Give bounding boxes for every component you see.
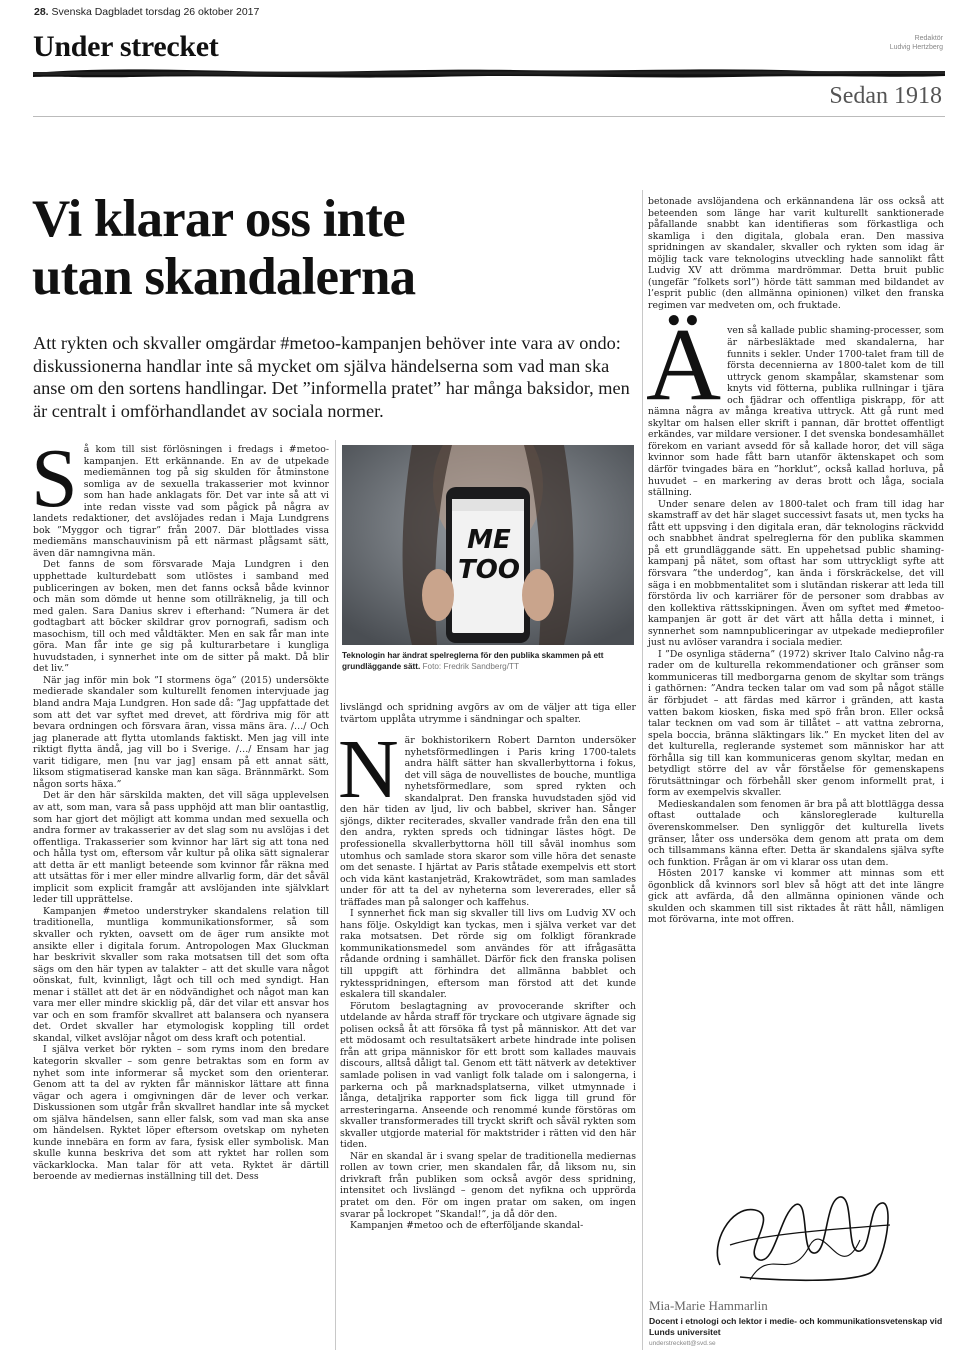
body-paragraph: Förutom beslagtagning av provocerande skrifter och utdelande av hårda straff för tryckare och utgivare ägnade sig polisen också åt att försöka få tyst på människor. Att det var ett mödosamt och resultatsäkert arbete hindrade inte polisen från att gripa människor för ett brott som kallades mauvais discours, alltså dåligt tal. Genom ett tätt nätverk av detektiver samlade polisen in vad vanligt folk talade om i salongerna, i parkerna och på marknadsplatserna, vilket utmynnade i långa, detaljrika rapporter som fick ligga till grund för arresteringarna. Anseende och renommé kunde förstöras om skvaller transformerades till tryckt skrift och såväl rykten som skvaller utgjorde material för maktstrider i rätten vid den här tiden. <box>340 1000 636 1151</box>
body-paragraph: Det är den här särskilda makten, det vill säga upplevelsen av att, som man, vara så pass upphöjd att man blir oantastlig, som har gjort det möjligt att komma undan med sexuella och andra former av trakasserier av det slag som nu avslöjas i det offentliga. Trakasserier som kvinnor har lärt sig att tona ned och hålla tyst om, eftersom vår kultur på olika sätt signalerar att detta är ett manligt beteende som kvinnor får räkna med att utsättas för i mer eller mindre allvarlig form, där det såväl implicit som explicit framgår att avslöjanden inte självklart leder till upprättelse. <box>33 790 329 906</box>
headline-line-1: Vi klarar oss inte <box>32 190 405 248</box>
body-paragraph: I ”De osynliga städerna” (1972) skriver Italo Calvino någ-ra rader om de kulturella rekommendationer och gränser som kommuniceras till medborgarna genom de skyltar som trängs i gathörnen: ”Andra tecken talar om vad som på något ställe är förbjudet – att färdas med kärror i gränden, att kasta vatten bakom kiosken, fiska med spö från bron. Eller också talar tecknen om vad som är tillåtet – att vattna zebrorna, spela boccia, bränna släktingars lik.” En mycket liten del av det kulturella, reglerande systemet som människor har att förhålla sig till kan kommuniceras genom skyltar, medan en betydligt större del av vår förståelse för gemenskapens förutsättningar och förbehåll sker genom informellt prat, i form av exempelvis skvaller. <box>648 648 944 799</box>
article-lead: Att rykten och skvaller omgärdar #metoo-kampanjen behöver inte vara av ondo: diskussionerna handlar inte så mycket om själva händelserna som vad man ska anse om den sortens handlingar. Det ”informella pratet” har många baksidor, men är centralt i omförhandlandet av sociala normer. <box>33 333 630 421</box>
body-paragraph: Även så kallade public shaming-processer, som är närbesläktade med skandalerna, har funnits i sekler. Under 1700-talet fram till de första decennierna av 1800-talet kom de till uttryck genom skampålar, skamstenar som knyts vid fötterna, publika rullningar i tjära och fjädrar och offentliga piskrapp, för att nämna några av många kreativa uttryck. Att gå runt med skyltar om halsen eller skrift i pannan, där brottet offentligt erkändes, var mildare versioner. I det svenska bondesamhället förekom en variant avsedd för så kallade horor, det vill säga kvinnor som hade fått barn utanför äktenskapet och som därför tvingades bära en ”horklut”, också kallad horluva, på huvudet – en markering av deras brott och låga, sociala ställning. <box>646 307 944 499</box>
author-name: Mia-Marie Hammarlin <box>649 1298 768 1313</box>
body-paragraph: Medieskandalen som fenomen är bra på att blottlägga dessa oftast outtalade och känsloreglerade kulturella överenskommelser. Den synliggör det kulturella livets gränser, låter oss undersöka dem genom att prata om dem och tillsammans känna efter. Detta är skandalens själva syfte och funktion. Frågan är om vi klarar oss utan dem. <box>648 798 944 868</box>
author-signature <box>700 1185 900 1295</box>
header-rule <box>33 116 945 117</box>
phone-text-too: TOO <box>458 555 520 585</box>
brush-stroke-divider <box>33 66 945 80</box>
body-paragraph: livslängd och spridning avgörs av om de väljer att tiga eller tvärtom upplåta utrymme i sändningar och spalter. <box>340 702 636 725</box>
page-number: 28. <box>34 6 49 18</box>
body-paragraph: betonade avslöjandena och erkännandena lär oss också att beteenden som länge har varit kulturellt sanktionerade påfallande snabbt kan identifieras som förkastliga och skamliga i den digitala, globala eran. Den massiva spridningen av skandaler, skvaller och rykten som idag är möjlig tack vare teknologins utveckling hade sannolikt fått Ludvig XV att drömma mardrömmar. Detta bruit public (ungefär ”folkets sorl”) hörde tätt samman med bildandet av l’esprit public (den allmänna opinionen) vilket den franska regimen var medveten om, och fruktade. <box>648 196 944 311</box>
column-rule <box>335 440 336 1350</box>
column-rule <box>642 190 643 1350</box>
drop-cap: Ä <box>646 307 722 423</box>
page-folio <box>34 6 259 18</box>
photo-caption <box>342 650 637 672</box>
since-tagline: Sedan 1918 <box>829 83 942 109</box>
editor-credit <box>890 34 943 52</box>
body-column-1 <box>31 432 329 1183</box>
caption-text: Teknologin har ändrat spelreglerna för den publika skammen på ett grundläggande sätt. <box>342 651 604 671</box>
body-paragraph: När en skandal är i svang spelar de traditionella mediernas rollen av town crier, men skandalen får, då liksom nu, sin drivkraft från publiken som också avgör dess spridning, intensitet och livslängd – genom det nyfikna och upprörda pratet om den. För om ingen pratar om saken, om ingen svarar på lockropet ”Skandal!”, ja då dör den. <box>340 1150 636 1220</box>
section-title: Under strecket <box>33 30 219 63</box>
metoo-phone-photo <box>342 445 634 645</box>
phone-text-me: ME <box>467 525 511 555</box>
body-column-2 <box>340 702 636 1232</box>
body-paragraph: När bokhistorikern Robert Darnton undersöker nyhetsförmedlingen i Paris kring 1700-talets andra hälft sätter han skvallerbyttorna i fokus, det vill säga de nouvellistes de bouche, muntliga nyhetsförmedlare, som spred rykten och skandalprat. Den franska huvudstaden sjöd vid den här tiden av ljud, liv och babbel, skriver han. Sånger sjöngs, dikter reciterades, skvaller vandrade från den ena till den andra, rykten spreds och tidningar lästes högt. De professionella skvallerbyttorna höll till såväl inomhus som utomhus och samlade stora skaror som ville höra det senaste om det senaste. I hjärtat av Paris ståtade exempelvis ett stort och vida känt kastanjeträd, Krakowträdet, som man samlades under för att ta del av nyheterna som levererades, eller så träffades man på salonger och kaffehus. <box>338 723 636 908</box>
drop-cap: S <box>31 432 78 525</box>
contact-email: understreckett@svd.se <box>649 1340 716 1347</box>
body-paragraph: Kampanjen #metoo understryker skandalens relation till traditionella, muntliga kommunikationsformer, så som skvaller och rykten, oavsett om de äger rum ansikte mot ansikte eller i digitala forum. Antropologen Max Gluckman har beskrivit skvaller som raka motsatsen till det som ofta sägs om den här typen av talakter – att det skulle vara något oönskat, fult, kvinnligt, lågt och till och med syndigt. Han menar i stället att det är en nödvändighet och något man kan vara mer eller mindre skicklig på, där det vilar ett ansvar hos var och en som framför skvallret att balansera och nyansera det. Ordet skvaller har etymologisk koppling till ordet skandal, vilket avslöjar något om dess kraft och potential. <box>33 905 329 1044</box>
body-paragraph: I själva verket bör rykten – som ryms inom den bredare kategorin skvaller – som genre betraktas som en form av nyhet som inte informerar så mycket som den orienterar. Genom att ta del av rykten får människor lättare att finna vägar och agera i omgivningen där de lever och verkar. Diskussionen som utgår från skvallret handlar inte så mycket om själva händelsen, sann eller falsk, som vad man ska anse om händelsen. Ryktet löper eftersom ovetskap om nyheten kunde innebära en form av fara, fysisk eller symbolisk. Man skulle kunna beskriva det som att ryktet har rollen som väckarklocka. Man talar för att veta. Ryktet är därtill beroende av mediernas inställning till det. Dess <box>33 1044 329 1183</box>
body-paragraph: Hösten 2017 kanske vi kommer att minnas som ett ögonblick då kvinnors sorl blev så högt att det inte längre gick att avfärda, då den allmänna opinionen vände och skulden och skammen till sist riktades åt rätt håll, nämligen mot förövarna, inte mot offren. <box>648 868 944 926</box>
body-paragraph: Så kom till sist förlösningen i fredags i #metoo-kampanjen. Ett erkännande. En av de utpekade mediemännen tog på sig skulden för åtminstone somliga av de sexuella trakasserier mot kvinnor som han hade anklagats för. Det var inte så att vi inte redan visste vad som pågick på några av landets redaktioner, det avslöjades redan i Maja Lundgrens bok ”Myggor och tigrar” från 2007. Där blottlades vissa mediemäns manschauvinism på ett närmast plågsamt sätt, även där namngivna män. <box>31 432 329 559</box>
drop-cap: N <box>338 723 399 817</box>
paper-date: Svenska Dagbladet torsdag 26 oktober 2017 <box>51 6 260 18</box>
body-paragraph: Kampanjen #metoo och de efterföljande skandal- <box>350 1220 584 1232</box>
photo-credit: Foto: Fredrik Sandberg/TT <box>422 662 519 671</box>
author-bio: Docent i etnologi och lektor i medie- och kommunikationsvetenskap vid Lunds universitet <box>649 1316 943 1337</box>
article-headline <box>32 190 622 306</box>
body-paragraph: Under senare delen av 1800-talet och fram till idag har skamstraff av det här slaget successivt fasats ut, men tycks ha fått ett uppsving i den digitala eran, där teknologins räckvidd och snabbhet ändrat spelreglerna för den publika skammen på ett grundläggande sätt. En uppehetsad public shaming-kampanj på nätet, som oftast har som uttryckligt syfte att försvara ”the underdog”, kan ända i förskräckelse, det vill säga i en mobbmentalitet som i slutändan riskerar att leda till förstörda liv och karriärer för de personer som drabbas av den kollektiva rättsskipningen. Även om syftet med #metoo-kampanjen är gott är det värt att hålla detta i minnet, i synnerhet som namnpubliceringar av utpekade medieprofiler just nu avlöser varandra i sociala medier. <box>648 498 944 649</box>
body-column-3 <box>648 196 944 926</box>
body-paragraph: När jag inför min bok ”I stormens öga” (2015) undersökte medierade skandaler som kulturellt fenomen intervjuade jag bland andra Maja Lundgren. Hon sade då: ”Jag uppfattade det som att det var syftet med drevet, att fördriva mig för att bevara ordningen och försvara äran, vissa mäns ära. /…/ Och jag planerade att flytta utomlands faktiskt. Men jag vill inte riktigt flytta ändå, jag vill bo i Sverige. /…/ Ensam har jag varit tidigare, men [nu var jag] ensam på ett annat sätt, liksom stigmatiserad kanske man kan säga. Brännmärkt. Som någon sorts häxa.” <box>33 674 329 790</box>
headline-line-2: utan skandalerna <box>32 248 416 306</box>
body-paragraph: I synnerhet fick man sig skvaller till livs om Ludvig XV och hans följe. Oskyldigt kan tyckas, men i själva verket var det raka motsatsen. Det rörde sig om folkligt förankrade kommunikationsmedel som användes för att ifrågasätta rådande ordning i samhället. Därför fick den franska polisen till uppgift att förhindra det allmänna babblet och ryktesspridningen, eftersom man förstod att det kunde eskalera till skandaler. <box>340 908 636 1001</box>
body-paragraph: Det fanns de som försvarade Maja Lundgren i den upphettade kulturdebatt som utlöstes i samband med publiceringen av boken, men det fanns också både kvinnor och män som dömde ut henne som otillräknelig, ja till och med galen. Sara Danius skrev i efterhand: ”Numera är det godtagbart att böcker skildrar grov pornografi, sadism och masochism, till och med våldtäkter. Men en sak får man inte göra. Man får inte ge sig på kulturarbetare i kungliga huvudstaden, i synnerhet inte om de sitter på makt. Då blir det liv.” <box>33 559 329 675</box>
editor-label: Redaktör <box>914 35 943 42</box>
editor-name: Ludvig Hertzberg <box>889 44 943 52</box>
